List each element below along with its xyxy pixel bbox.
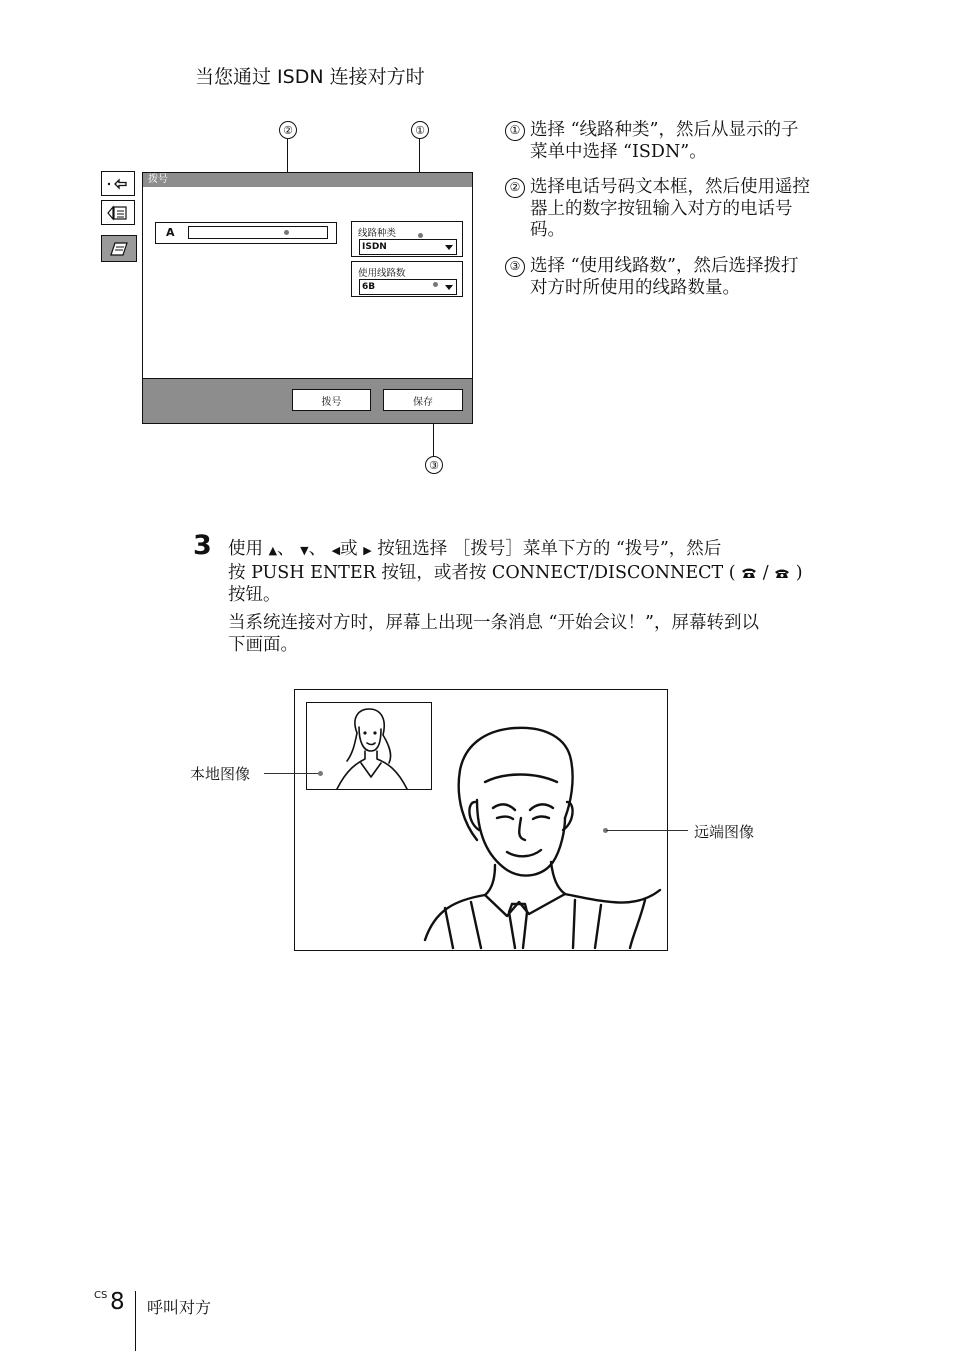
line-type-group xyxy=(351,221,463,257)
phone-number-field[interactable] xyxy=(155,222,337,244)
page-number: 8 xyxy=(110,1289,125,1315)
save-button[interactable]: 保存 xyxy=(383,389,463,411)
note-2: ② 选择电话号码文本框，然后使用遥控 器上的数字按钮输入对方的电话号 码。 xyxy=(505,177,865,242)
footer-divider xyxy=(135,1291,136,1351)
footer-cs-mark: CS xyxy=(94,1290,108,1301)
remote-image-label: 远端图像 xyxy=(694,823,755,841)
callout-2: ② xyxy=(279,121,297,139)
callout-3: ③ xyxy=(425,456,443,474)
local-person-illustration xyxy=(307,703,431,789)
line-type-select[interactable]: ISDN xyxy=(359,239,457,255)
step-paragraph-2: 当系统连接对方时，屏幕上出现一条消息 “开始会议！”，屏幕转到以 下画面。 xyxy=(228,613,759,655)
dial-dialog-figure xyxy=(98,115,483,480)
left-arrow-icon: ◀ xyxy=(331,544,341,557)
connect-phone-icon xyxy=(741,567,757,579)
down-arrow-icon: ▼ xyxy=(300,544,309,557)
up-arrow-icon: ▲ xyxy=(268,544,278,557)
dial-dialog xyxy=(142,172,473,424)
callout-1: ① xyxy=(411,121,429,139)
dialog-title: 拨号 xyxy=(143,173,472,187)
line-type-label: 线路种类 xyxy=(358,228,397,239)
step-paragraph-1: 使用 ▲、 ▼、 ◀或 ▶ 按钮选择 ［拨号］菜单下方的 “拨号”，然后 按 PUSH ENTER 按钮，或者按 CONNECT/DISCONNECT ( / ) 按钮。 xyxy=(228,539,803,605)
field-label-a: A xyxy=(166,226,175,239)
dial-button[interactable]: 拨号 xyxy=(292,389,371,411)
section-heading: 当您通过 ISDN 连接对方时 xyxy=(195,66,425,88)
back-icon xyxy=(101,171,135,196)
lines-used-select[interactable]: 6B xyxy=(359,279,457,295)
local-image-pip xyxy=(306,702,432,790)
local-image-leader xyxy=(264,773,322,774)
lines-used-label: 使用线路数 xyxy=(358,268,406,279)
local-image-label: 本地图像 xyxy=(190,765,251,783)
dialog-footer xyxy=(143,378,472,423)
phonebook-icon xyxy=(101,235,137,262)
remote-image-leader xyxy=(606,830,688,831)
step-number: 3 xyxy=(193,530,212,561)
menu-icon xyxy=(101,200,135,225)
disconnect-phone-icon xyxy=(774,567,790,579)
right-arrow-icon: ▶ xyxy=(363,544,372,557)
note-1: ① 选择 “线路种类”，然后从显示的子 菜单中选择 “ISDN”。 xyxy=(505,120,865,163)
note-3: ③ 选择 “使用线路数”，然后选择拨打 对方时所使用的线路数量。 xyxy=(505,256,865,299)
lines-used-group xyxy=(351,261,463,297)
footer-section-title: 呼叫对方 xyxy=(147,1298,212,1317)
